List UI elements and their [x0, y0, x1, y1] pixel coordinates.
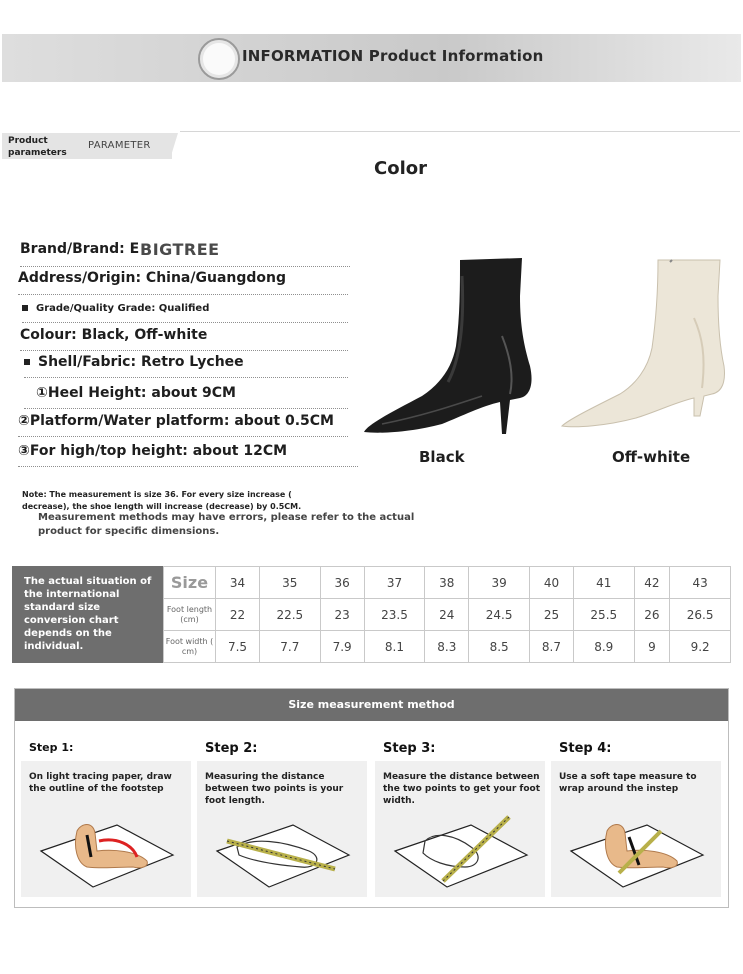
spec-shell-row — [24, 354, 244, 370]
divider — [18, 294, 348, 295]
measurement-section — [14, 688, 729, 908]
measurement-disclaimer: Measurement methods may have errors, please refer to the actual product for specific dimensions. — [38, 512, 415, 537]
step-panel — [375, 761, 545, 897]
size-table — [163, 566, 731, 663]
black-boot-image — [362, 256, 542, 438]
size-cell: 37 — [364, 567, 425, 599]
step-title: Step 1: — [29, 741, 74, 754]
divider — [20, 350, 348, 351]
divider — [18, 466, 358, 467]
brand-name: BIGTREE — [140, 240, 220, 259]
foot-outline-icon — [37, 811, 177, 889]
step-panel — [551, 761, 721, 897]
foot-width-icon — [391, 811, 531, 889]
size-row — [164, 567, 731, 599]
step-text: Measuring the distance between two points is your foot length. — [205, 772, 344, 806]
width-cell: 8.7 — [529, 631, 573, 663]
off-white-boot-image — [560, 256, 730, 432]
width-cell: 9 — [634, 631, 670, 663]
divider — [22, 322, 348, 323]
banner-title: INFORMATION Product Information — [242, 47, 544, 65]
size-cell: 36 — [320, 567, 364, 599]
spec-grade: Grade/Quality Grade: Qualified — [36, 303, 210, 314]
spec-top: ③For high/top height: about 12CM — [18, 443, 288, 459]
size-chart-note: The actual situation of the international standard size conversion chart depends on the individual. — [24, 576, 152, 652]
spec-grade-row — [22, 303, 209, 314]
foot-length-icon — [213, 811, 353, 889]
step-panel — [197, 761, 367, 897]
width-cell: 8.1 — [364, 631, 425, 663]
size-cell: 41 — [573, 567, 634, 599]
color-heading: Color — [374, 158, 427, 179]
size-cell: 39 — [469, 567, 530, 599]
length-cell: 23 — [320, 599, 364, 631]
width-cell: 7.5 — [216, 631, 260, 663]
step-title: Step 2: — [205, 741, 258, 756]
size-cell: 35 — [259, 567, 320, 599]
length-cell: 24.5 — [469, 599, 530, 631]
foot-length-row — [164, 599, 731, 631]
width-cell: 9.2 — [670, 631, 731, 663]
length-cell: 24 — [425, 599, 469, 631]
bullet-icon — [22, 305, 28, 311]
size-cell: 34 — [216, 567, 260, 599]
step-1 — [21, 735, 191, 899]
step-2 — [197, 735, 367, 899]
divider — [24, 408, 348, 409]
length-cell: 22 — [216, 599, 260, 631]
foot-width-row — [164, 631, 731, 663]
width-cell: 7.7 — [259, 631, 320, 663]
spec-brand: Brand/Brand: E — [20, 241, 140, 257]
parameter-label: PARAMETER — [88, 140, 151, 151]
divider — [18, 436, 348, 437]
spec-shell: Shell/Fabric: Retro Lychee — [38, 354, 244, 370]
tab-corner — [170, 133, 178, 159]
spec-platform: ②Platform/Water platform: about 0.5CM — [18, 413, 334, 429]
size-cell: 38 — [425, 567, 469, 599]
length-cell: 25.5 — [573, 599, 634, 631]
row-header-foot-width: Foot width ( cm) — [164, 631, 216, 663]
measurement-title: Size measurement method — [288, 698, 455, 711]
step-text: Measure the distance between the two points to get your foot width. — [383, 772, 541, 806]
row-header-size: Size — [164, 567, 216, 599]
size-cell: 42 — [634, 567, 670, 599]
step-text: On light tracing paper, draw the outline of the footstep — [29, 772, 172, 794]
width-cell: 8.9 — [573, 631, 634, 663]
length-cell: 22.5 — [259, 599, 320, 631]
divider — [20, 266, 350, 267]
row-header-foot-length: Foot length (cm) — [164, 599, 216, 631]
off-white-label: Off-white — [612, 448, 691, 466]
step-title: Step 3: — [383, 741, 436, 756]
length-cell: 26 — [634, 599, 670, 631]
length-cell: 26.5 — [670, 599, 731, 631]
step-title: Step 4: — [559, 741, 612, 756]
width-cell: 8.3 — [425, 631, 469, 663]
width-cell: 7.9 — [320, 631, 364, 663]
parameter-tab — [2, 133, 172, 159]
bullet-icon — [24, 359, 30, 365]
spec-heel: ①Heel Height: about 9CM — [36, 385, 236, 401]
step-4 — [551, 735, 721, 899]
step-3 — [375, 735, 545, 899]
info-banner — [2, 34, 741, 82]
instep-tape-icon — [567, 811, 707, 889]
spec-origin: Address/Origin: China/Guangdong — [18, 270, 287, 286]
size-chart-label — [12, 566, 163, 663]
spec-colour: Colour: Black, Off-white — [20, 327, 208, 343]
product-parameters-label: Product parameters — [8, 136, 67, 158]
size-cell: 43 — [670, 567, 731, 599]
size-cell: 40 — [529, 567, 573, 599]
measurement-header — [15, 689, 728, 721]
divider — [24, 377, 348, 378]
measurement-note: Note: The measurement is size 36. For every size increase ( decrease), the shoe length will increase (decrease) by 0.5CM. — [22, 490, 302, 511]
black-label: Black — [419, 448, 465, 466]
circle-icon — [198, 38, 240, 80]
step-text: Use a soft tape measure to wrap around the instep — [559, 772, 697, 794]
length-cell: 23.5 — [364, 599, 425, 631]
divider — [180, 131, 740, 132]
step-panel — [21, 761, 191, 897]
width-cell: 8.5 — [469, 631, 530, 663]
length-cell: 25 — [529, 599, 573, 631]
